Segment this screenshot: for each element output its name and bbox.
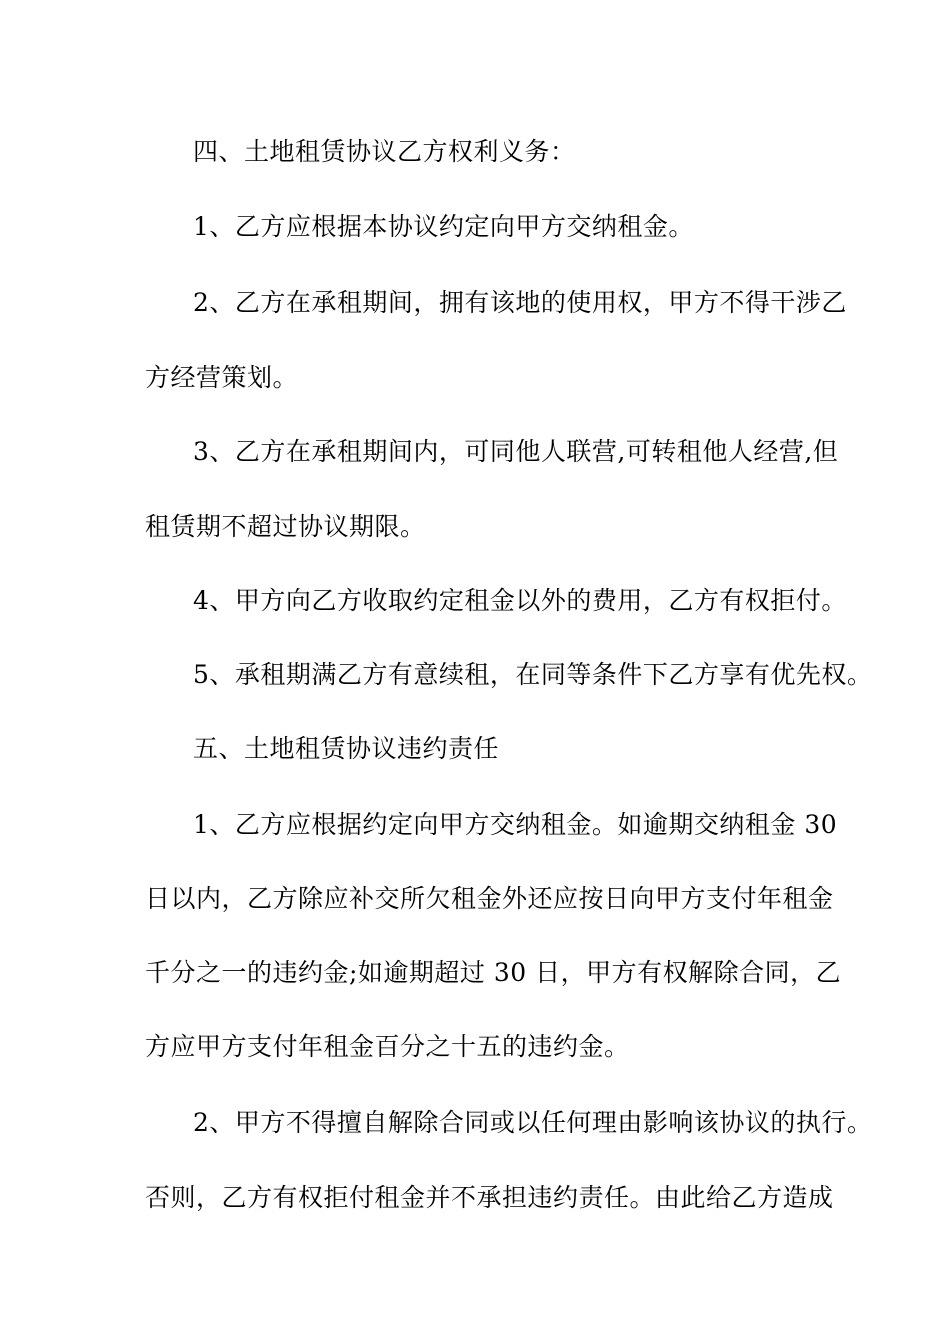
paragraph-line: 方经营策划。: [145, 363, 299, 392]
paragraph-line: 2、甲方不得擅自解除合同或以任何理由影响该协议的执行。: [193, 1108, 873, 1137]
section-heading-5: 五、土地租赁协议违约责任: [193, 734, 500, 763]
paragraph-line: 千分之一的违约金;如逾期超过 30 日，甲方有权解除合同，乙: [145, 958, 842, 987]
paragraph-line: 5、承租期满乙方有意续租，在同等条件下乙方享有优先权。: [193, 660, 873, 689]
paragraph-line: 租赁期不超过协议期限。: [145, 512, 426, 541]
paragraph-line: 日以内，乙方除应补交所欠租金外还应按日向甲方支付年租金: [145, 884, 834, 913]
section-heading-4: 四、土地租赁协议乙方权利义务：: [193, 137, 576, 166]
paragraph-line: 1、乙方应根据本协议约定向甲方交纳租金。: [193, 212, 694, 241]
paragraph-line: 2、乙方在承租期间，拥有该地的使用权，甲方不得干涉乙: [193, 288, 847, 317]
paragraph-line: 4、甲方向乙方收取约定租金以外的费用，乙方有权拒付。: [193, 586, 847, 615]
paragraph-line: 方应甲方支付年租金百分之十五的违约金。: [145, 1032, 630, 1061]
paragraph-line: 否则，乙方有权拒付租金并不承担违约责任。由此给乙方造成: [145, 1183, 834, 1212]
paragraph-line: 1、乙方应根据约定向甲方交纳租金。如逾期交纳租金 30: [193, 810, 838, 839]
paragraph-line: 3、乙方在承租期间内，可同他人联营,可转租他人经营,但: [193, 437, 839, 466]
